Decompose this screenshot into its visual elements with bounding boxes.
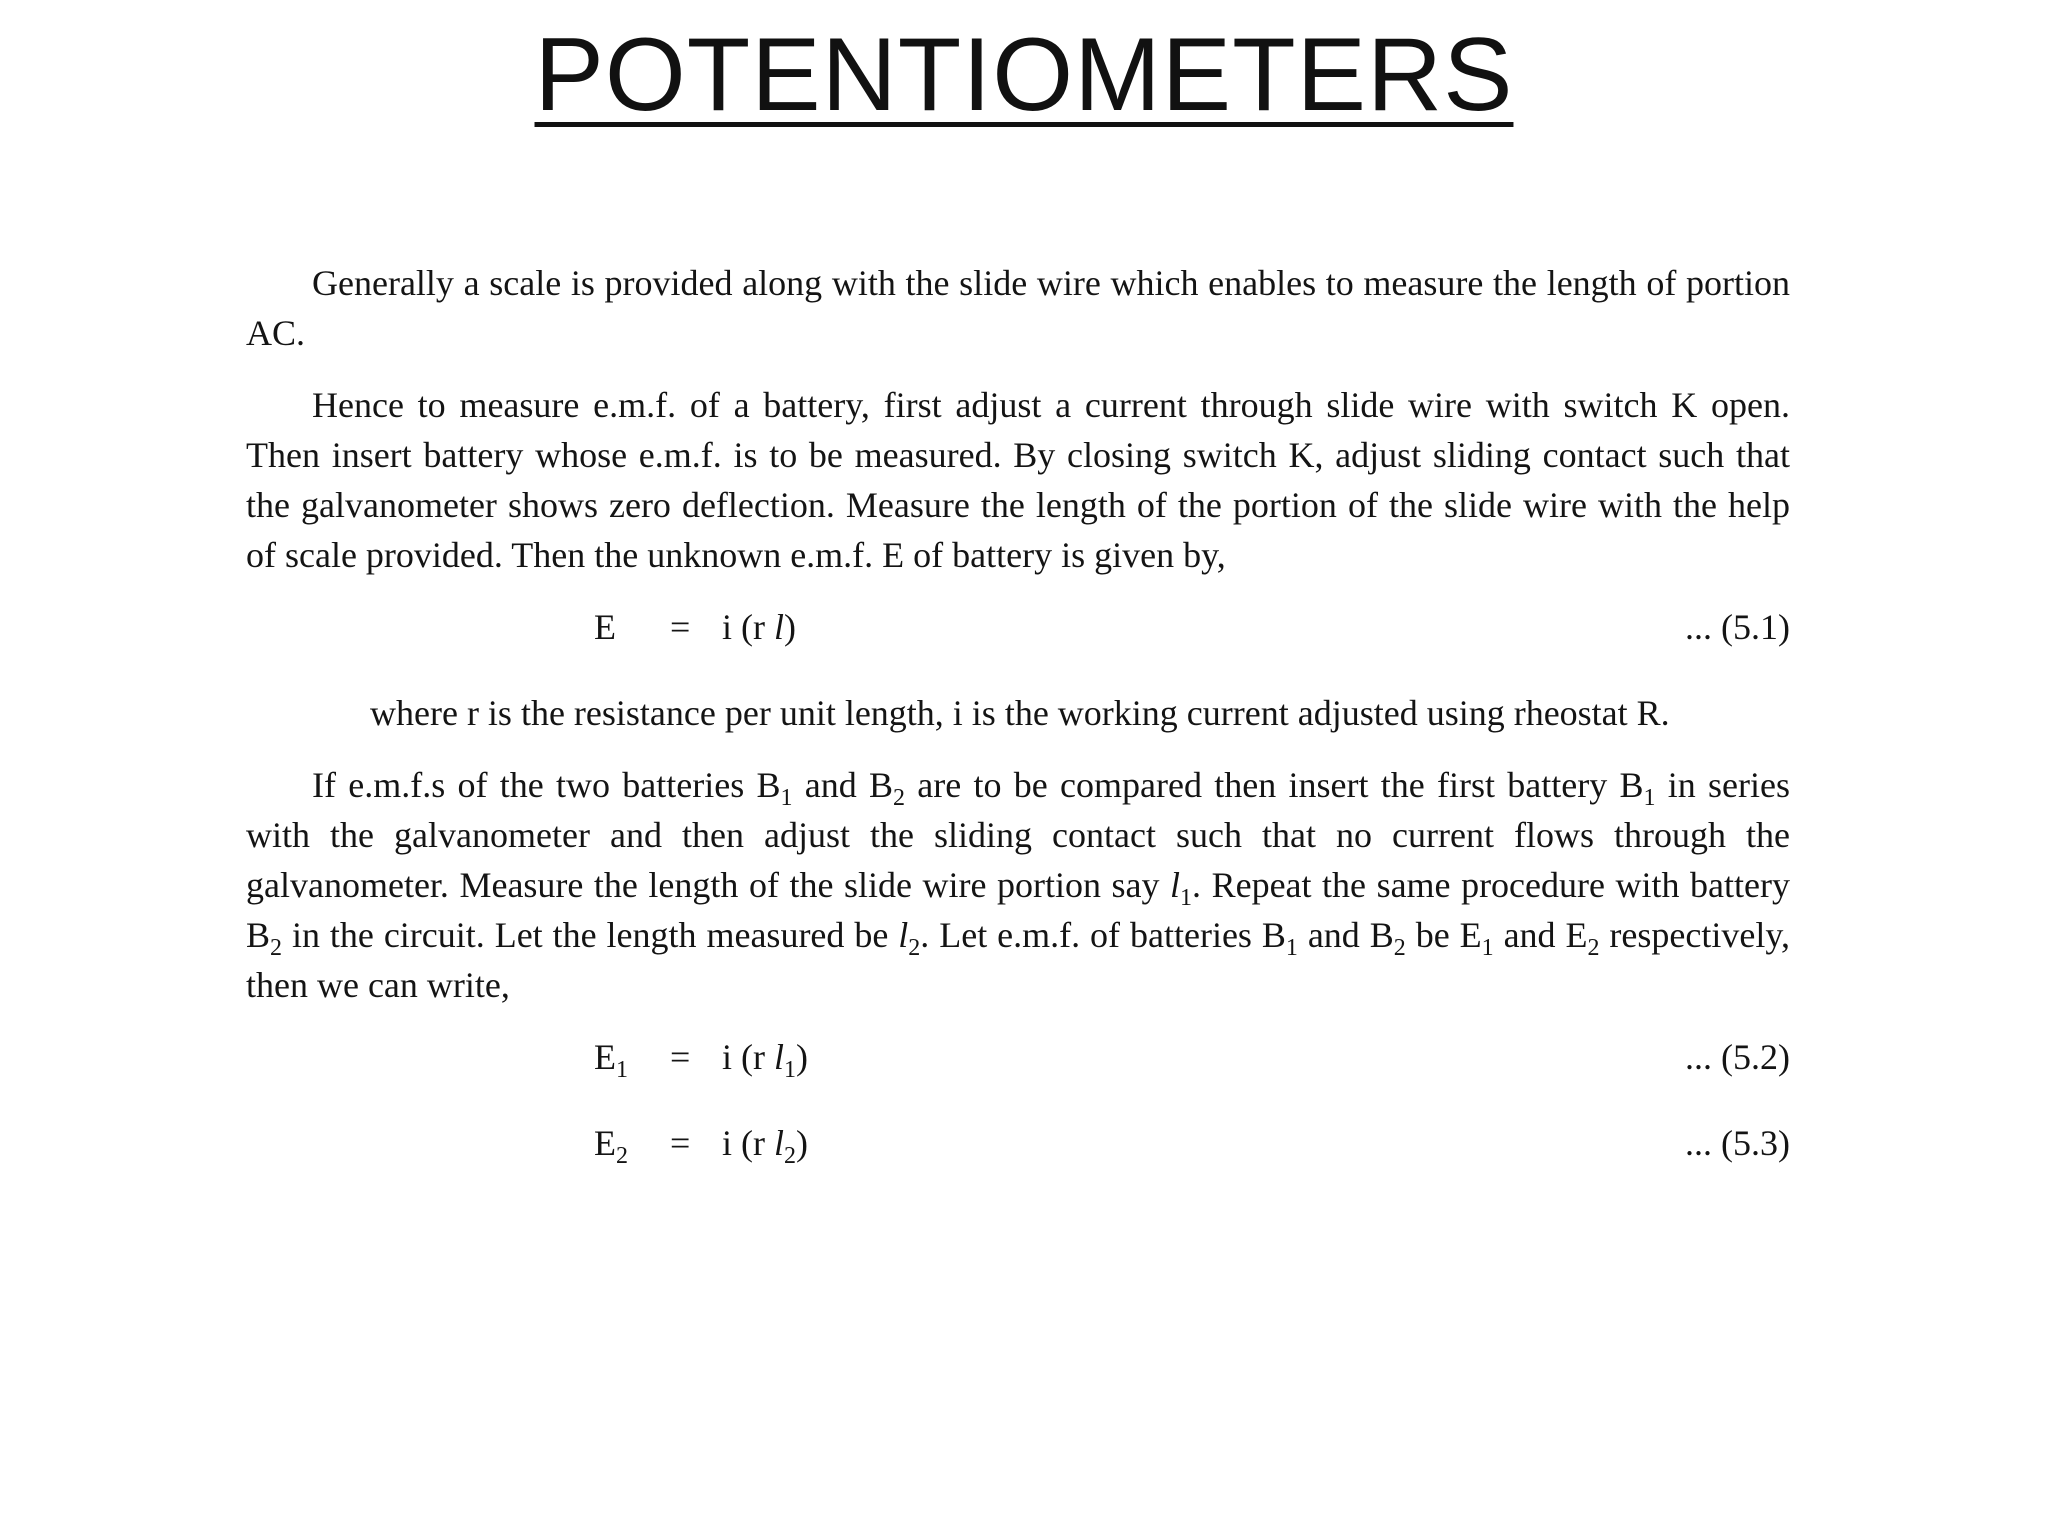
equation-rhs xyxy=(722,1032,808,1082)
length-symbol: l xyxy=(773,1037,784,1077)
text-run: . Repeat the same procedure with battery B xyxy=(246,865,1790,955)
text-run: and B xyxy=(1297,915,1394,955)
equation-lhs: E xyxy=(594,607,616,647)
rhs-open: i (r xyxy=(722,607,774,647)
lhs-symbol: E xyxy=(594,1123,616,1163)
lhs-symbol: E xyxy=(594,1037,616,1077)
text-run: and E xyxy=(1493,915,1588,955)
rhs-open: i (r xyxy=(722,1037,774,1077)
length-symbol: l xyxy=(773,607,784,647)
paragraph-measure-emf: Hence to measure e.m.f. of a battery, first adjust a current through slide wire with switch K open. Then insert battery whose e.m.f. is to be measured. By closing switch K, adjust sliding contact such that the galvanometer shows zero deflection. Measure the length of the portion of the slide wire with the help of scale provided. Then the unknown e.m.f. E of battery is given by, xyxy=(246,385,1790,575)
subscript: 1 xyxy=(1285,935,1298,962)
equals-sign: = xyxy=(670,1123,691,1163)
subscript: 2 xyxy=(893,785,906,812)
length-symbol: l xyxy=(773,1123,784,1163)
subscript: 2 xyxy=(784,1143,796,1170)
rhs-close: ) xyxy=(796,1123,808,1163)
equation-number: ... (5.2) xyxy=(1685,1037,1790,1077)
slide-title-text: POTENTIOMETERS xyxy=(534,17,1514,133)
length-symbol: l xyxy=(1170,865,1181,905)
equation-number: ... (5.3) xyxy=(1685,1123,1790,1163)
subscript: 1 xyxy=(1481,935,1494,962)
text-run: and B xyxy=(792,765,894,805)
paragraph-compare-batteries xyxy=(246,760,1790,1010)
subscript: 2 xyxy=(616,1143,628,1170)
text-run: respectively, then we can write, xyxy=(246,915,1791,1005)
subscript: 2 xyxy=(270,935,283,962)
equation-lhs xyxy=(594,1032,628,1082)
equation-rhs xyxy=(722,602,796,652)
document-body xyxy=(246,258,1790,1200)
subscript: 1 xyxy=(616,1057,628,1084)
text-run: . Let e.m.f. of batteries B xyxy=(920,915,1286,955)
equals-sign: = xyxy=(670,1037,691,1077)
equation-number: ... (5.1) xyxy=(1685,607,1790,647)
rhs-close: ) xyxy=(784,607,796,647)
subscript: 2 xyxy=(1393,935,1406,962)
text-run: are to be compared then insert the first battery B xyxy=(905,765,1644,805)
subscript: 1 xyxy=(1643,785,1656,812)
paragraph-scale: Generally a scale is provided along with the slide wire which enables to measure the length of portion AC. xyxy=(246,263,1790,353)
slide-title xyxy=(0,18,2048,132)
equation-5-1 xyxy=(246,602,1790,652)
subscript: 1 xyxy=(780,785,793,812)
text-run: in series with the galvanometer and then adjust the sliding contact such that no current flows through the galvanometer. Measure the length of the slide wire portion say xyxy=(246,765,1790,905)
text-run: If e.m.f.s of the two batteries B xyxy=(312,765,781,805)
equals-sign: = xyxy=(670,607,691,647)
text-run: be E xyxy=(1405,915,1482,955)
length-symbol: l xyxy=(898,915,909,955)
equation-5-2 xyxy=(246,1032,1790,1082)
subscript: 2 xyxy=(1587,935,1600,962)
text-run: in the circuit. Let the length measured be xyxy=(282,915,899,955)
subscript: 1 xyxy=(784,1057,796,1084)
equation-rhs xyxy=(722,1118,808,1168)
equation-lhs xyxy=(594,1118,628,1168)
equation-5-3 xyxy=(246,1118,1790,1168)
rhs-open: i (r xyxy=(722,1123,774,1163)
paragraph-where: where r is the resistance per unit length, i is the working current adjusted using rheostat R. xyxy=(370,693,1670,733)
subscript: 2 xyxy=(908,935,921,962)
rhs-close: ) xyxy=(796,1037,808,1077)
subscript: 1 xyxy=(1180,885,1193,912)
